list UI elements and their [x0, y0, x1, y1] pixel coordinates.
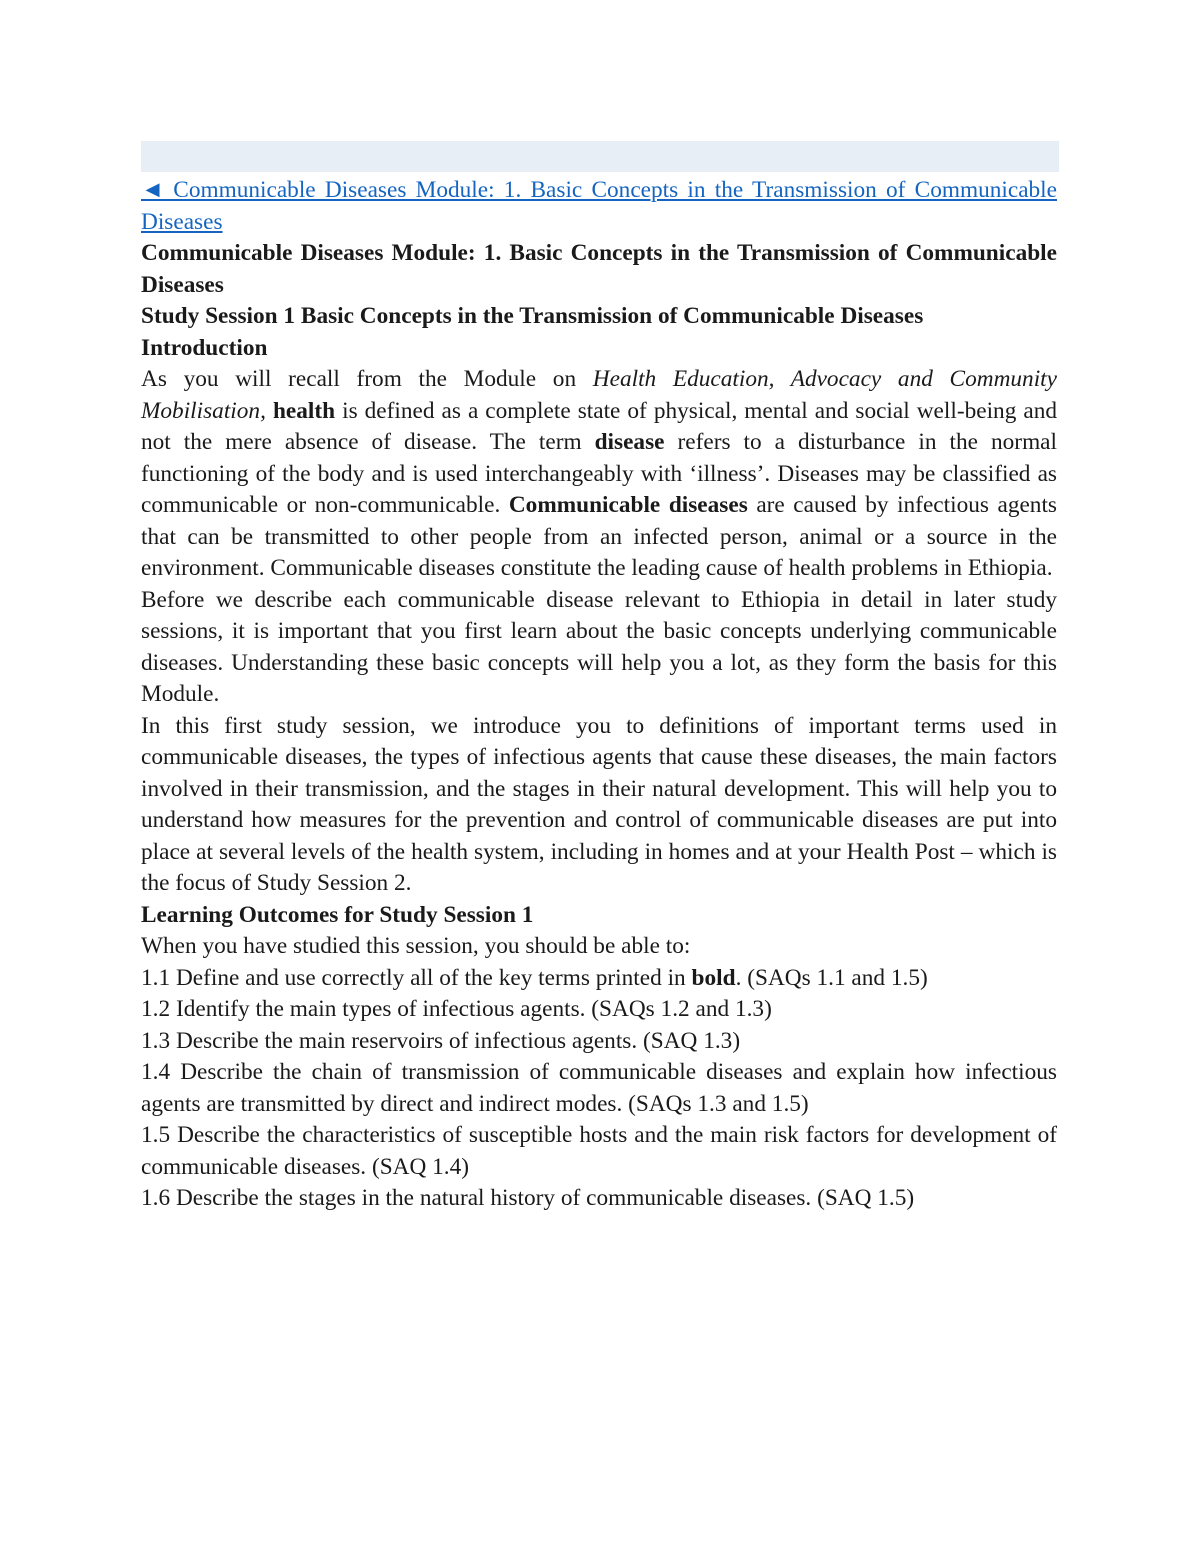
intro-paragraph-3: In this first study session, we introduce you to definitions of important terms used in communicable diseases, the types of infectious agents that cause these diseases, the main factors involved in their transmission, and the stages in their natural development. This will help you to understand how measures for the prevention and control of communicable diseases are put into place at several levels of the health system, including in homes and at your Health Post – which is the focus of Study Session 2.	[141, 712, 1057, 896]
outcome-item: 1.3 Describe the main reservoirs of infectious agents. (SAQ 1.3)	[141, 1027, 741, 1054]
term-communicable-diseases: Communicable diseases	[508, 492, 748, 518]
term-health: health	[272, 397, 336, 424]
outcomes-heading: Learning Outcomes for Study Session 1	[141, 901, 534, 928]
outcome-item: 1.1 Define and use correctly all of the key terms printed in bold. (SAQs 1.1 and 1.5)	[141, 964, 928, 991]
outcome-item: 1.4 Describe the chain of transmission of communicable diseases and explain how infectious agents are transmitted by direct and indirect modes. (SAQs 1.3 and 1.5)	[141, 1059, 1057, 1117]
module-reference: Health Education, Advocacy and Community Mobilisation,	[141, 366, 1057, 424]
header-band	[141, 141, 1059, 172]
outcomes-intro: When you have studied this session, you should be able to:	[141, 933, 691, 959]
outcome-item: 1.6 Describe the stages in the natural history of communicable diseases. (SAQ 1.5)	[141, 1185, 915, 1211]
intro-heading: Introduction	[141, 334, 268, 361]
outcome-item: 1.2 Identify the main types of infectious agents. (SAQs 1.2 and 1.3)	[141, 996, 772, 1022]
outcomes-list	[141, 963, 1057, 1215]
module-title: Communicable Diseases Module: 1. Basic Concepts in the Transmission of Communicable Diseases	[141, 240, 1057, 298]
session-title: Study Session 1 Basic Concepts in the Transmission of Communicable Diseases	[141, 303, 924, 329]
outcome-item: 1.5 Describe the characteristics of susceptible hosts and the main risk factors for development of communicable diseases. (SAQ 1.4)	[141, 1122, 1057, 1180]
document-body	[141, 175, 1057, 1215]
term-disease: disease	[594, 429, 665, 455]
intro-paragraph-1: As you will recall from the Module on Health Education, Advocacy and Community Mobilisation, health is defined as a complete state of physical, mental and social well-being and not the mere absence of disease. The term disease refers to a disturbance in the normal functioning of the body and is used interchangeably with ‘illness’. Diseases may be classified as communicable or non-communicable. Communicable diseases are caused by infectious agents that can be transmitted to other people from an infected person, animal or a source in the environment. Communicable diseases constitute the leading cause of health problems in Ethiopia.	[141, 366, 1058, 581]
back-link[interactable]: ◄ Communicable Diseases Module: 1. Basic Concepts in the Transmission of Communicable Diseases	[141, 177, 1057, 235]
intro-paragraph-2: Before we describe each communicable disease relevant to Ethiopia in detail in later study sessions, it is important that you first learn about the basic concepts underlying communicable diseases. Understanding these basic concepts will help you a lot, as they form the basis for this Module.	[141, 586, 1057, 707]
